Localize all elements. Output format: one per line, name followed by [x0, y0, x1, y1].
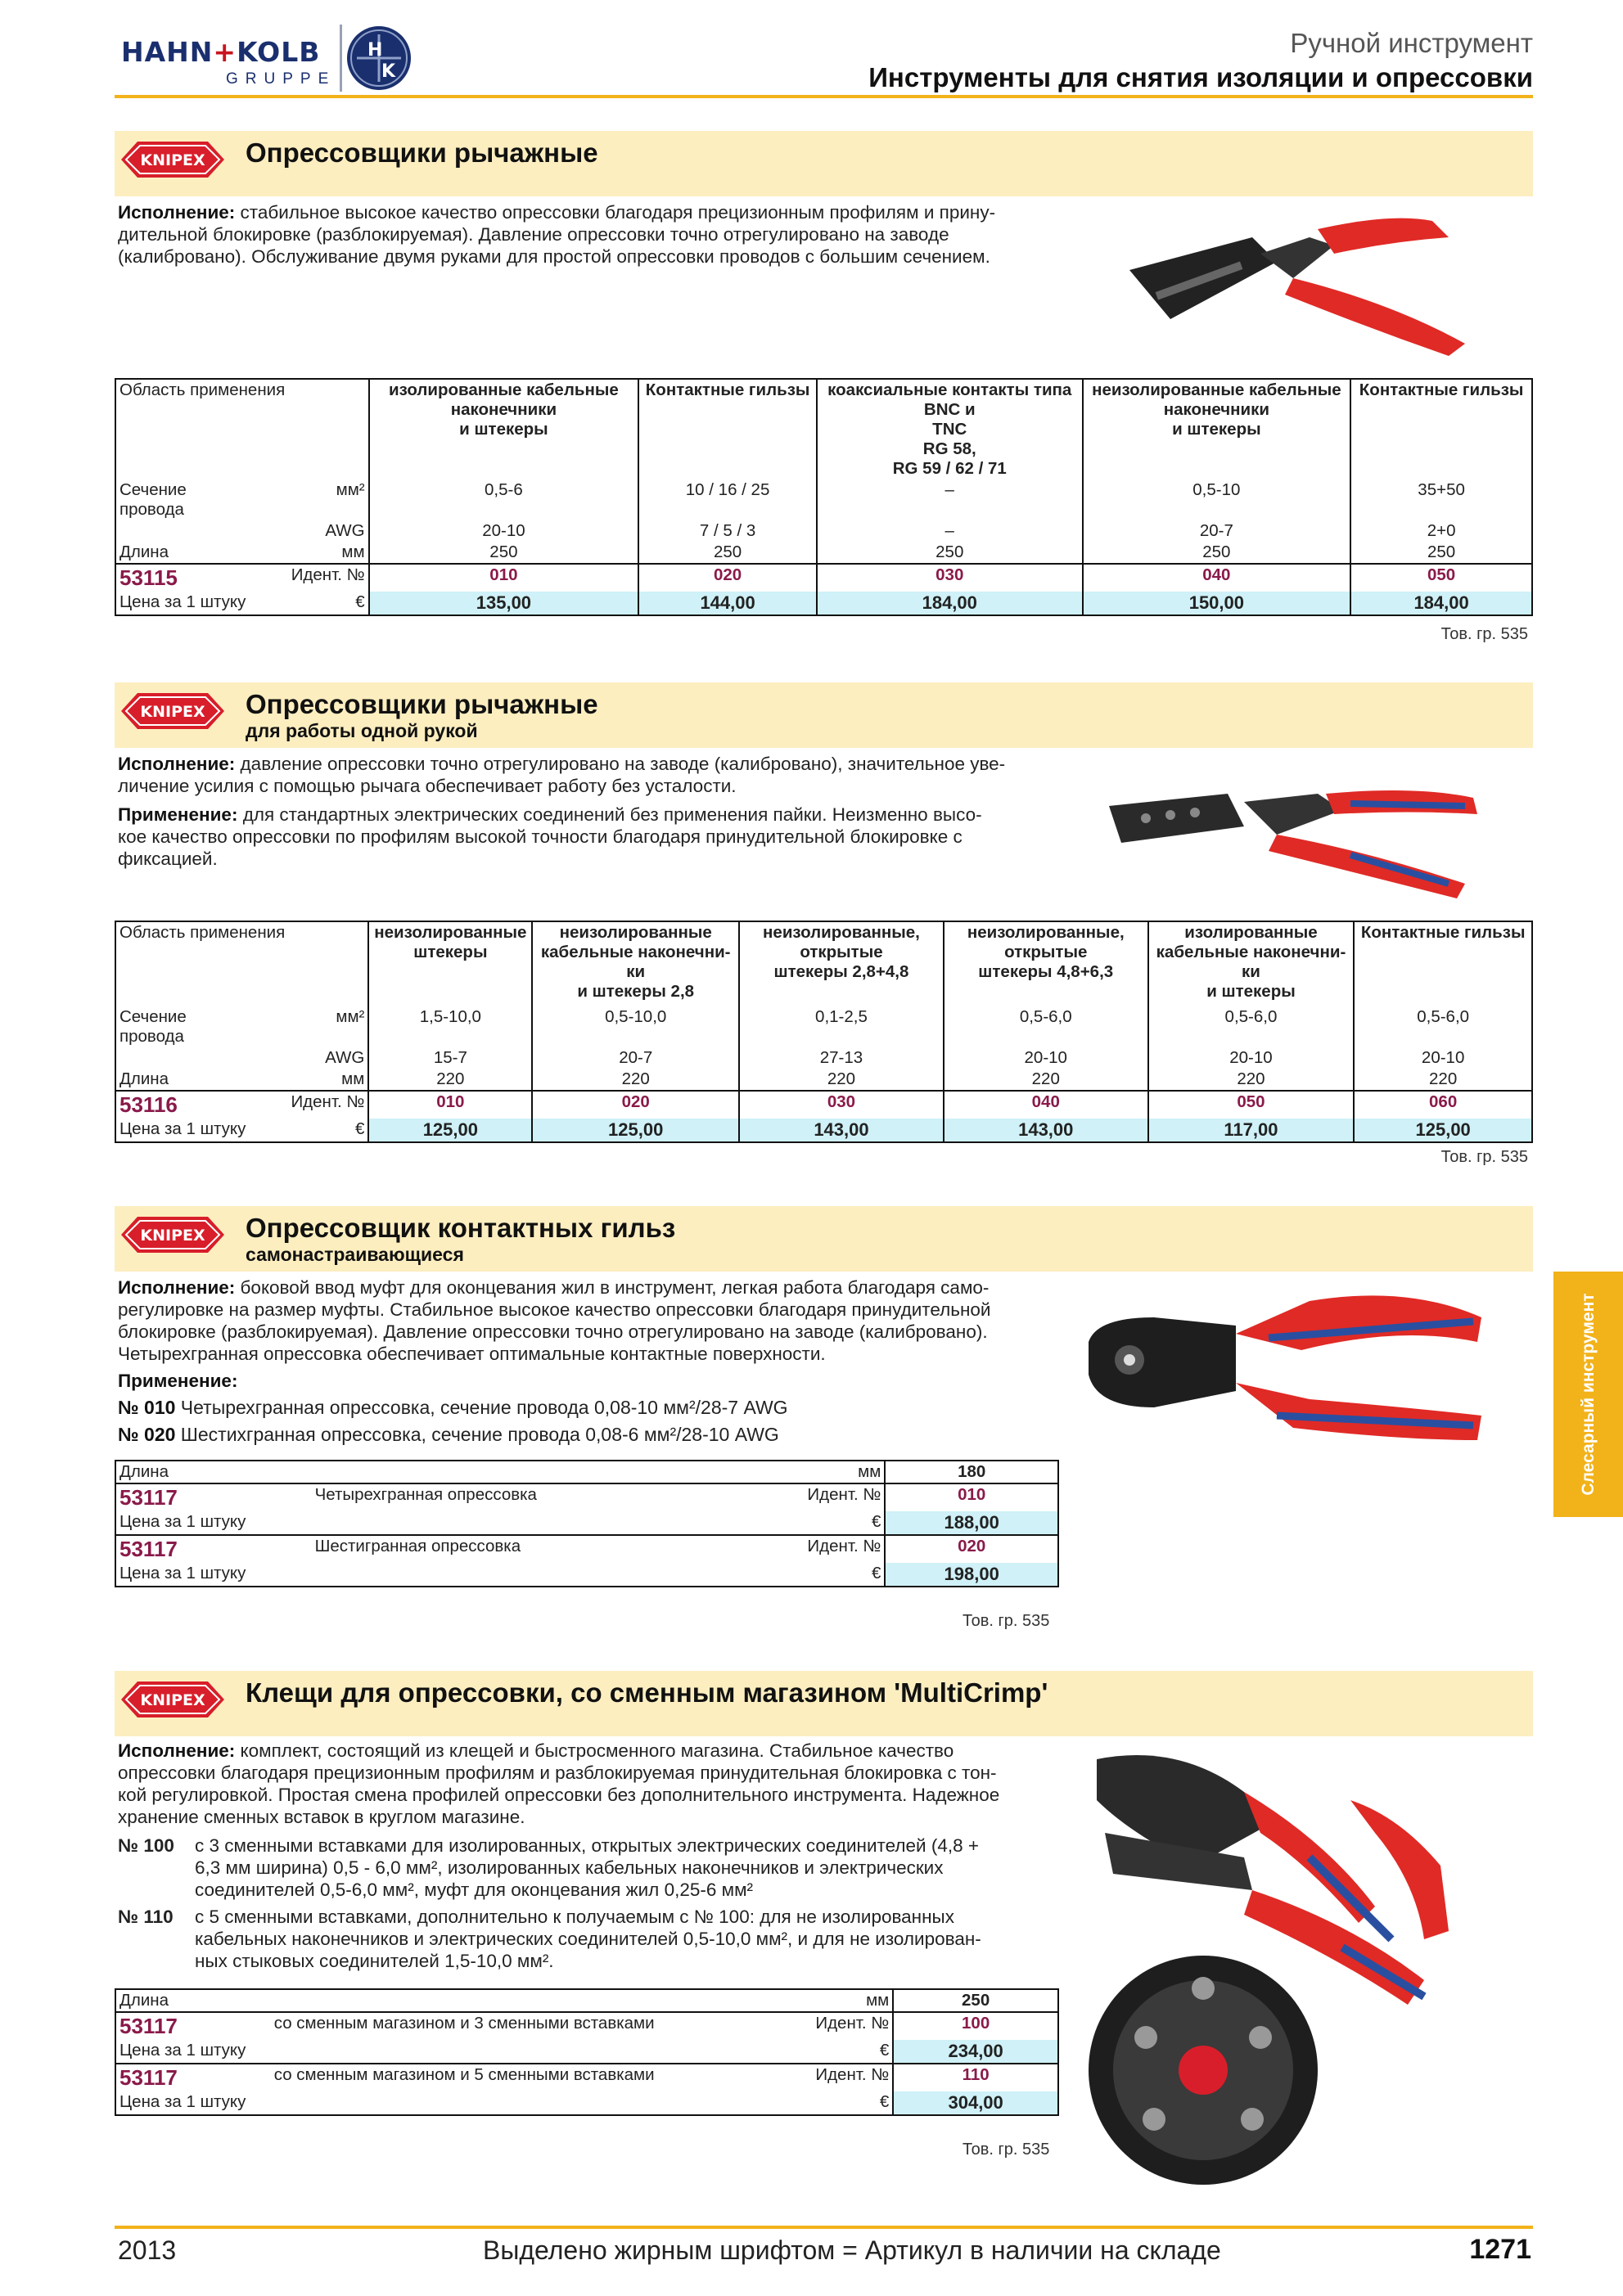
cell-section: 0,5-6,0	[944, 1006, 1148, 1047]
ferrule-crimper-photo-icon	[1080, 1285, 1490, 1448]
svg-text:KNIPEX: KNIPEX	[140, 1691, 205, 1709]
cell-section: 0,5-10,0	[532, 1006, 739, 1047]
cell-ident: 020	[885, 1535, 1058, 1563]
cell-ident: 030	[817, 564, 1083, 592]
cell-variant: Шестигранная опрессовка	[312, 1535, 769, 1563]
ident-label: Идент. №	[255, 1091, 369, 1119]
section2-subtitle: для работы одной рукой	[246, 720, 478, 741]
cell-ident: 040	[1083, 564, 1351, 592]
footer-rule	[115, 2226, 1533, 2229]
knipex-logo-icon	[121, 691, 224, 732]
section2-title: Опрессовщики рычажные	[246, 689, 598, 719]
col-header: Контактные гильзы	[638, 379, 817, 479]
ratchet-crimper-photo-icon	[1121, 205, 1481, 360]
article-code: 53116	[115, 1091, 255, 1119]
knipex-logo-icon	[121, 139, 224, 180]
cell-price: 304,00	[893, 2091, 1058, 2115]
logo-divider	[340, 25, 342, 92]
article-code: 53117	[115, 2064, 271, 2091]
cell-length: 250	[1083, 542, 1351, 564]
cell-variant: Четырехгранная опрессовка	[312, 1483, 769, 1511]
unit-label: мм	[341, 542, 365, 561]
cell-awg: 27-13	[739, 1047, 944, 1069]
cell-ident: 050	[1350, 564, 1532, 592]
logo-gruppe: GRUPPE	[226, 70, 336, 88]
section2-spec-table	[115, 921, 1533, 1143]
cell-ident: 100	[893, 2012, 1058, 2040]
unit-label: мм	[769, 1461, 886, 1483]
option-100: № 100 с 3 сменными вставками для изолированных, открытых электрических соединителей (4,8 + 6,3 мм ширина) 0,5 - 6,0 мм², изолированных кабельных наконечников и электрических соединителей 0,5-6,0 мм², муфт для оконцевания жил 0,25-6 мм²	[118, 1835, 979, 1900]
ident-label: Идент. №	[777, 2012, 893, 2040]
cell-awg: 20-7	[532, 1047, 739, 1069]
cell-length: 250	[893, 1989, 1058, 2012]
ident-label: Идент. №	[777, 2064, 893, 2091]
cell-awg: 20-10	[369, 520, 639, 542]
section4-spec-table	[115, 1988, 1059, 2116]
cell-ident: 030	[739, 1091, 944, 1119]
currency-label: €	[255, 1119, 369, 1142]
article-code: 53117	[115, 1483, 312, 1511]
currency-label: €	[777, 2091, 893, 2115]
cell-price: 143,00	[944, 1119, 1148, 1142]
cell-variant: со сменным магазином и 5 сменными вставками	[271, 2064, 778, 2091]
cell-price: 125,00	[368, 1119, 532, 1142]
row-label-section: Сечение провода	[115, 1006, 255, 1047]
cell-section: 10 / 16 / 25	[638, 479, 817, 520]
knipex-logo-icon	[121, 1679, 224, 1720]
col-header: неизолированные кабельные наконечники и штекеры	[1083, 379, 1351, 479]
row-label-area: Область применения	[115, 379, 369, 479]
cell-section: 0,5-10	[1083, 479, 1351, 520]
logo-wordmark: HAHN+KOLB	[121, 36, 321, 68]
row-label-price: Цена за 1 штуку	[115, 1563, 769, 1587]
row-label-price: Цена за 1 штуку	[115, 2040, 777, 2064]
side-tab-label: Слесарный инструмент	[1578, 1293, 1598, 1496]
article-code: 53115	[115, 564, 255, 592]
cell-ident: 060	[1354, 1091, 1532, 1119]
cell-price: 143,00	[739, 1119, 944, 1142]
footer-note: Выделено жирным шрифтом = Артикул в наличии на складе	[483, 2235, 1221, 2265]
side-tab	[1553, 1272, 1623, 1517]
cell-length: 250	[817, 542, 1083, 564]
unit-label: мм	[341, 1069, 365, 1088]
cell-length: 220	[368, 1069, 532, 1091]
cell-section: –	[817, 479, 1083, 520]
cell-ident: 050	[1148, 1091, 1355, 1119]
cell-price: 144,00	[638, 592, 817, 615]
unit-label: мм²	[336, 1007, 365, 1026]
col-header: Контактные гильзы	[1354, 921, 1532, 1006]
ident-label: Идент. №	[769, 1535, 886, 1563]
header-rule	[115, 95, 1533, 98]
row-label-price: Цена за 1 штуку	[115, 592, 255, 615]
cell-section: 1,5-10,0	[368, 1006, 532, 1047]
svg-text:H: H	[367, 40, 383, 61]
unit-label: мм²	[336, 480, 365, 499]
knipex-logo-icon	[121, 1214, 224, 1255]
currency-label: €	[871, 1512, 881, 1531]
col-header: неизолированные, открытые штекеры 4,8+6,3	[944, 921, 1148, 1006]
svg-text:KNIPEX: KNIPEX	[140, 151, 205, 169]
cell-length: 250	[638, 542, 817, 564]
col-header: неизолированные штекеры	[368, 921, 532, 1006]
header-subtitle: Инструменты для снятия изоляции и опрессовки	[868, 62, 1533, 92]
section1-description: Исполнение: стабильное высокое качество опрессовки благодаря прецизионным профилям и прину- дительной блокировке (разблокируемая). Давление опрессовки точно отрегулировано на заводе (калибровано). Обслуживание двумя руками для простой опрессовки проводов с большим сечением.	[118, 202, 996, 267]
cell-awg: 20-10	[1148, 1047, 1355, 1069]
cell-length: 220	[532, 1069, 739, 1091]
cell-price: 188,00	[885, 1511, 1058, 1535]
section1-banner	[115, 131, 1533, 196]
option-110: № 110 с 5 сменными вставками, дополнительно к получаемым с № 100: для не изолированных кабельных наконечников и электрических соединителей 0,5-10,0 мм², и для не изолирован- ных стыковых соединителей 1,5-10,0 мм².	[118, 1907, 981, 1971]
unit-label: мм	[777, 1989, 893, 2012]
col-header: неизолированные, открытые штекеры 2,8+4,8	[739, 921, 944, 1006]
row-label-price: Цена за 1 штуку	[115, 1511, 769, 1535]
section4-product-group: Тов. гр. 535	[963, 2141, 1050, 2159]
col-header: Контактные гильзы	[1350, 379, 1532, 479]
col-header: изолированные кабельные наконечники и штекеры	[369, 379, 639, 479]
row-label-section: Сечение провода	[115, 479, 255, 520]
section4-description: Исполнение: комплект, состоящий из клещей и быстросменного магазина. Стабильное качество опрессовки благодаря прецизионным профилям и разблокируемая принудительная блокировка с тон- кой регулировкой. Простая смена профилей опрессовки без дополнительного инструмента. Надежное хранение сменных вставок в круглом магазине. № 100 с 3 сменными вставками для изолированных, открытых электрических соединителей (4,8 + 6,3 мм ширина) 0,5 - 6,0 мм², изолированных кабельных наконечников и электрических соединителей 0,5-6,0 мм², муфт для оконцевания жил 0,25-6 мм² № 110 с 5 сменными вставками, дополнительно к получаемым с № 100: для не изолированных кабельных наконечников и электрических соединителей 0,5-10,0 мм², и для не изолирован- ных стыковых соединителей 1,5-10,0 мм².	[118, 1740, 1084, 1977]
cell-price: 150,00	[1083, 592, 1351, 615]
cell-price: 184,00	[1350, 592, 1532, 615]
cell-ident: 010	[885, 1483, 1058, 1511]
svg-text:KNIPEX: KNIPEX	[140, 703, 205, 721]
currency-label: €	[769, 1563, 886, 1587]
footer-year: 2013	[118, 2235, 177, 2265]
unit-label: AWG	[325, 521, 365, 540]
cell-section: 0,1-2,5	[739, 1006, 944, 1047]
cell-section: 0,5-6,0	[1148, 1006, 1355, 1047]
cell-awg: 20-10	[944, 1047, 1148, 1069]
svg-text:K: K	[381, 61, 396, 82]
cell-awg: 20-10	[1354, 1047, 1532, 1069]
section4-title: Клещи для опрессовки, со сменным магазином 'MultiCrimp'	[246, 1677, 1048, 1708]
cell-length: 220	[739, 1069, 944, 1091]
cell-awg: 2+0	[1350, 520, 1532, 542]
unit-label: AWG	[325, 1048, 365, 1067]
cell-price: 125,00	[1354, 1119, 1532, 1142]
cell-awg: –	[817, 520, 1083, 542]
cell-length: 220	[1354, 1069, 1532, 1091]
cell-length: 250	[369, 542, 639, 564]
currency-label: €	[255, 592, 369, 615]
svg-text:KNIPEX: KNIPEX	[140, 1227, 205, 1245]
cell-awg: 15-7	[368, 1047, 532, 1069]
cell-price: 198,00	[885, 1563, 1058, 1587]
row-label-price: Цена за 1 штуку	[115, 2091, 777, 2115]
cell-length: 180	[885, 1461, 1058, 1483]
section3-spec-table	[115, 1460, 1059, 1587]
cell-length: 220	[1148, 1069, 1355, 1091]
cell-length: 250	[1350, 542, 1532, 564]
page-number: 1271	[1469, 2234, 1531, 2265]
cell-ident: 010	[369, 564, 639, 592]
section2-product-group: Тов. гр. 535	[1440, 1148, 1528, 1166]
cell-section: 0,5-6,0	[1354, 1006, 1532, 1047]
section2-description: Исполнение: давление опрессовки точно отрегулировано на заводе (калибровано), значительное уве- личение усилия с помощью рычага обеспечивает работу без усталости. Применение: для стандартных электрических соединений без применения пайки. Неизменно высо- кое качество опрессовки по профилям высокой точности благодаря принудительной блокировке с фиксацией.	[118, 754, 1006, 869]
section3-banner	[115, 1206, 1533, 1272]
col-header: изолированные кабельные наконечни- ки и штекеры	[1148, 921, 1355, 1006]
section3-description: Исполнение: боковой ввод муфт для оконцевания жил в инструмент, легкая работа благодаря само- регулировке на размер муфты. Стабильное высокое качество опрессовки благодаря принудительной блокировке (разблокируемая). Давление опрессовки точно отрегулировано на заводе (калибровано). Четырехгранная опрессовка обеспечивает оптимальные контактные поверхности. Применение: № 010 Четырехгранная опрессовка, сечение провода 0,08-10 мм²/28-7 AWG № 020 Шестихгранная опрессовка, сечение провода 0,08-6 мм²/28-10 AWG	[118, 1277, 991, 1445]
cell-ident: 020	[532, 1091, 739, 1119]
row-label-price: Цена за 1 штуку	[115, 1119, 255, 1142]
section1-spec-table	[115, 378, 1533, 616]
cell-price: 184,00	[817, 592, 1083, 615]
article-code: 53117	[115, 1535, 312, 1563]
row-label-length: Длина	[115, 1461, 769, 1483]
cell-variant: со сменным магазином и 3 сменными вставками	[271, 2012, 778, 2040]
cell-price: 135,00	[369, 592, 639, 615]
section1-title: Опрессовщики рычажные	[246, 137, 598, 168]
cell-ident: 110	[893, 2064, 1058, 2091]
cell-length: 220	[944, 1069, 1148, 1091]
page-header	[868, 28, 1533, 93]
section3-product-group: Тов. гр. 535	[963, 1612, 1050, 1630]
cell-price: 125,00	[532, 1119, 739, 1142]
cell-ident: 020	[638, 564, 817, 592]
hk-seal-icon	[345, 25, 413, 92]
row-label-area: Область применения	[115, 921, 368, 1006]
one-hand-crimper-photo-icon	[1105, 761, 1490, 900]
row-label-length: Длина	[115, 1069, 255, 1091]
col-header: коаксиальные контакты типа BNC и TNC RG 58, RG 59 / 62 / 71	[817, 379, 1083, 479]
cell-ident: 010	[368, 1091, 532, 1119]
cell-section: 0,5-6	[369, 479, 639, 520]
cell-price: 234,00	[893, 2040, 1058, 2064]
section3-subtitle: самонастраивающиеся	[246, 1244, 464, 1265]
row-label-length: Длина	[115, 542, 255, 564]
cell-ident: 040	[944, 1091, 1148, 1119]
ident-label: Идент. №	[255, 564, 369, 592]
cell-awg: 20-7	[1083, 520, 1351, 542]
section2-banner	[115, 682, 1533, 748]
hahn-kolb-logo	[121, 25, 416, 90]
article-code: 53117	[115, 2012, 271, 2040]
ident-label: Идент. №	[769, 1483, 886, 1511]
section3-title: Опрессовщик контактных гильз	[246, 1213, 676, 1243]
cell-price: 117,00	[1148, 1119, 1355, 1142]
col-header: неизолированные кабельные наконечни- ки и штекеры 2,8	[532, 921, 739, 1006]
cell-awg: 7 / 5 / 3	[638, 520, 817, 542]
cell-section: 35+50	[1350, 479, 1532, 520]
header-category: Ручной инструмент	[1290, 28, 1533, 58]
currency-label: €	[879, 2041, 890, 2060]
section4-banner	[115, 1671, 1533, 1736]
row-label-length: Длина	[115, 1989, 777, 2012]
multicrimp-kit-photo-icon	[1080, 1743, 1506, 2185]
section1-product-group: Тов. гр. 535	[1440, 625, 1528, 643]
